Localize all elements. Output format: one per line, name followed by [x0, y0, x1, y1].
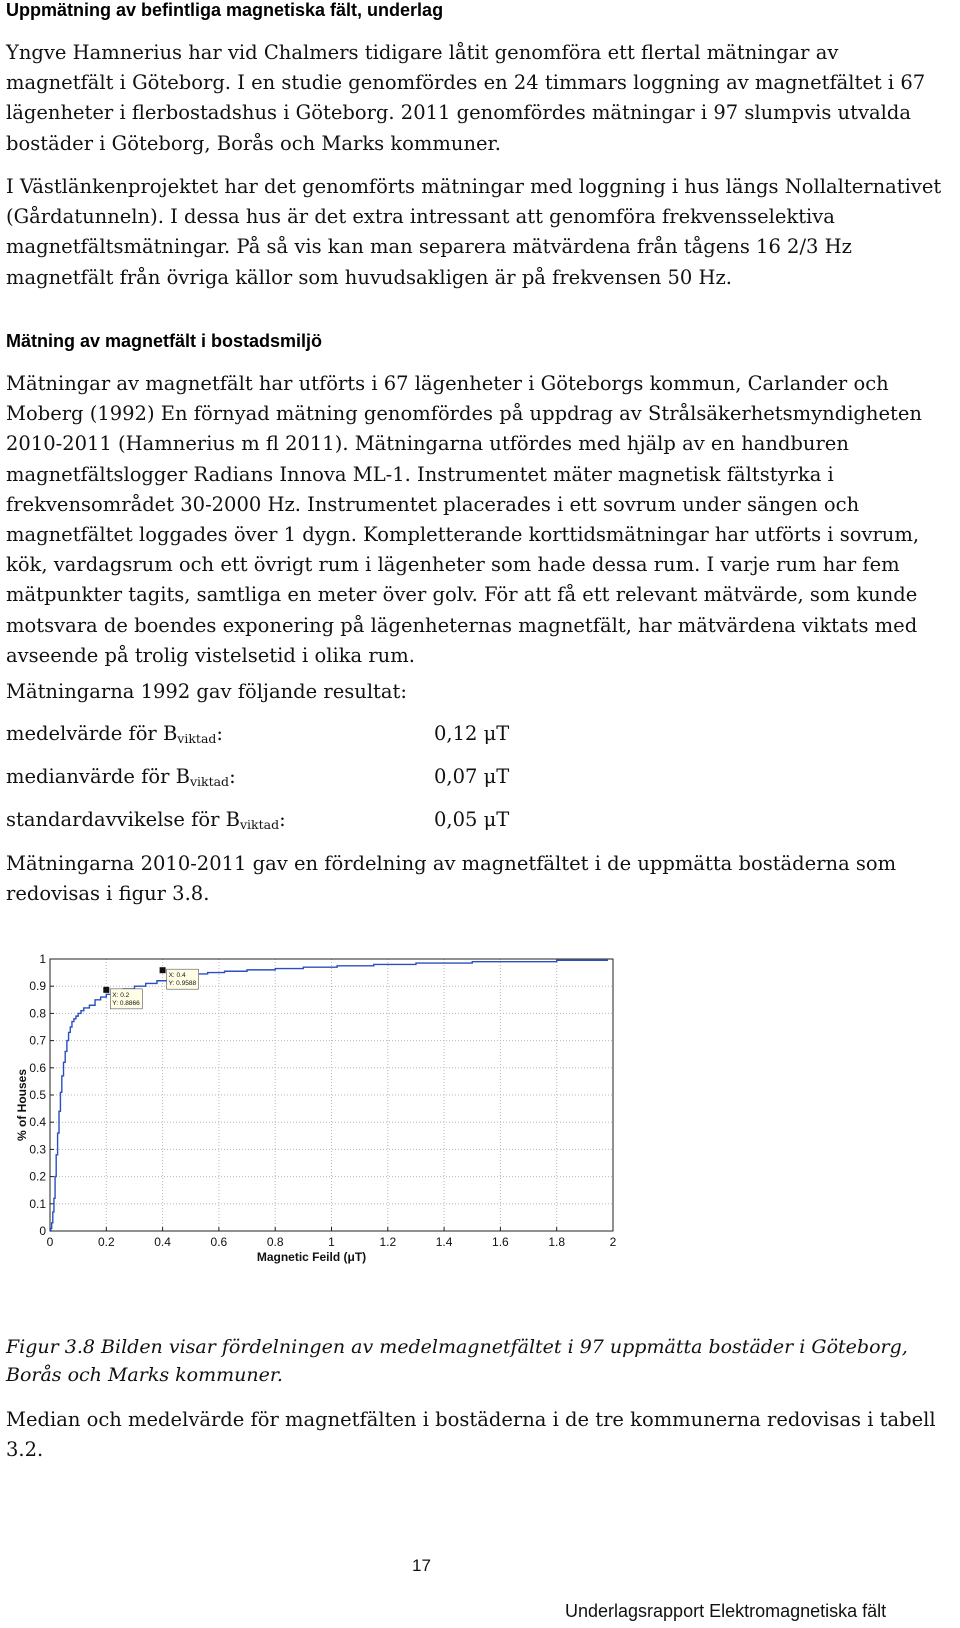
- paragraph-intro: Yngve Hamnerius har vid Chalmers tidigare låtit genomföra ett flertal mätningar av magnetfält i Göteborg. I en studie genomfördes en 24 timmars loggning av magnetfältet i 67 lägenheter i flerbostadshus i Göteborg. 2011 genomfördes mätningar i 97 slumpvis utvalda bostäder i Göteborg, Borås och Marks kommuner.: [6, 41, 926, 155]
- x-tick-label: 1.6: [492, 1235, 509, 1249]
- result-value-median: 0,07 μT: [434, 765, 510, 788]
- result-label-mean: medelvärde för $B_{viktad}$:: [6, 722, 223, 746]
- paragraph-results-intro: Mätningarna 1992 gav följande resultat:: [6, 680, 407, 703]
- result-value-stddev: 0,05 μT: [434, 808, 510, 831]
- annotation-text: Y: 0.8866: [112, 999, 140, 1007]
- x-tick-label: 0.8: [266, 1235, 284, 1249]
- x-tick-label: 2: [609, 1235, 617, 1249]
- x-tick-label: 1.4: [435, 1235, 453, 1249]
- y-tick-label: 0.6: [29, 1060, 46, 1075]
- x-tick-label: 1: [328, 1235, 335, 1249]
- paragraph-table-reference: Median och medelvärde för magnetfälten i bostäderna i de tre kommunerna redovisas i tabell 3.2.: [6, 1408, 936, 1462]
- x-tick-label: 1.8: [548, 1235, 566, 1249]
- y-tick-label: 0.1: [29, 1196, 46, 1211]
- result-label-stddev: standardavvikelse för $B_{viktad}$:: [6, 808, 286, 832]
- cumulative-distribution-chart: [0, 948, 640, 1278]
- annotation-text: X: 0.4: [168, 972, 186, 980]
- x-tick-label: 0: [46, 1235, 54, 1249]
- result-value-mean: 0,12 μT: [434, 722, 510, 745]
- figure-caption: Figur 3.8 Bilden visar fördelningen av medelmagnetfältet i 97 uppmätta bostäder i Göteborg, Borås och Marks kommuner.: [6, 1336, 908, 1386]
- result-label-median: medianvärde för $B_{viktad}$:: [6, 765, 236, 789]
- paragraph-figure-reference: Mätningarna 2010-2011 gav en fördelning av magnetfältet i de uppmätta bostäderna som redovisas i figur 3.8.: [6, 852, 897, 906]
- x-tick-label: 0.6: [210, 1235, 228, 1249]
- annotation-marker: [160, 967, 166, 973]
- y-tick-label: 0.4: [29, 1115, 46, 1130]
- y-tick-label: 0.7: [29, 1033, 46, 1048]
- x-tick-label: 0.4: [154, 1235, 171, 1249]
- paragraph-measurement-method: Mätningar av magnetfält har utförts i 67 lägenheter i Göteborgs kommun, Carlander och Moberg (1992) En förnyad mätning genomfördes på uppdrag av Strålsäkerhetsmyndigheten 2010-2011 (Hamnerius m fl 2011). Mätningarna utfördes med hjälp av en handburen magnetfältslogger Radians Innova ML-1. Instrumentet mäter magnetisk fältstyrka i frekvensområdet 30-2000 Hz. Instrumentet placerades i ett sovrum under sängen och magnetfältet loggades över 1 dygn. Kompletterande korttidsmätningar har utförts i sovrum, kök, vardagsrum och ett övrigt rum i lägenheter som hade dessa rum. I varje rum har fem mätpunkter tagits, samtliga en meter över golv. För att få ett relevant mätvärde, som kunde motsvara de boendes exponering på lägenheternas magnetfält, har mätvärdena viktats med avseende på trolig vistelsetid i olika rum.: [6, 372, 922, 667]
- y-tick-label: 0.3: [29, 1142, 46, 1157]
- y-tick-label: 1: [39, 952, 46, 966]
- y-tick-label: 0.2: [29, 1169, 46, 1184]
- annotation-text: Y: 0.9588: [168, 980, 197, 988]
- x-tick-label: 0.2: [97, 1235, 115, 1249]
- x-tick-label: 1.2: [379, 1235, 397, 1249]
- y-tick-label: 0.9: [29, 979, 46, 994]
- y-tick-label: 0.5: [29, 1088, 46, 1102]
- y-tick-label: 0: [39, 1224, 46, 1238]
- section-heading-residential-measurement: Mätning av magnetfält i bostadsmiljö: [6, 331, 323, 351]
- section-heading-measurements-basis: Uppmätning av befintliga magnetiska fält, underlag: [6, 0, 444, 20]
- annotation-text: X: 0.2: [112, 991, 130, 999]
- y-axis-label: % of Houses: [15, 1068, 29, 1142]
- footer-title: Underlagsrapport Elektromagnetiska fält: [565, 1601, 887, 1621]
- paragraph-vastlanken: I Västlänkenprojektet har det genomförts mätningar med loggning i hus längs Nollalternativet (Gårdatunneln). I dessa hus är det extra intressant att genomföra frekvensselektiva magnetfältsmätningar. På så vis kan man separera mätvärdena från tågens 16 2/3 Hz magnetfält från övriga källor som huvudsakligen är på frekvensen 50 Hz.: [6, 175, 942, 289]
- y-tick-label: 0.8: [29, 1006, 46, 1021]
- annotation-marker: [103, 987, 109, 993]
- page-number: 17: [412, 1556, 431, 1575]
- x-axis-label: Magnetic Feild (μT): [256, 1250, 367, 1264]
